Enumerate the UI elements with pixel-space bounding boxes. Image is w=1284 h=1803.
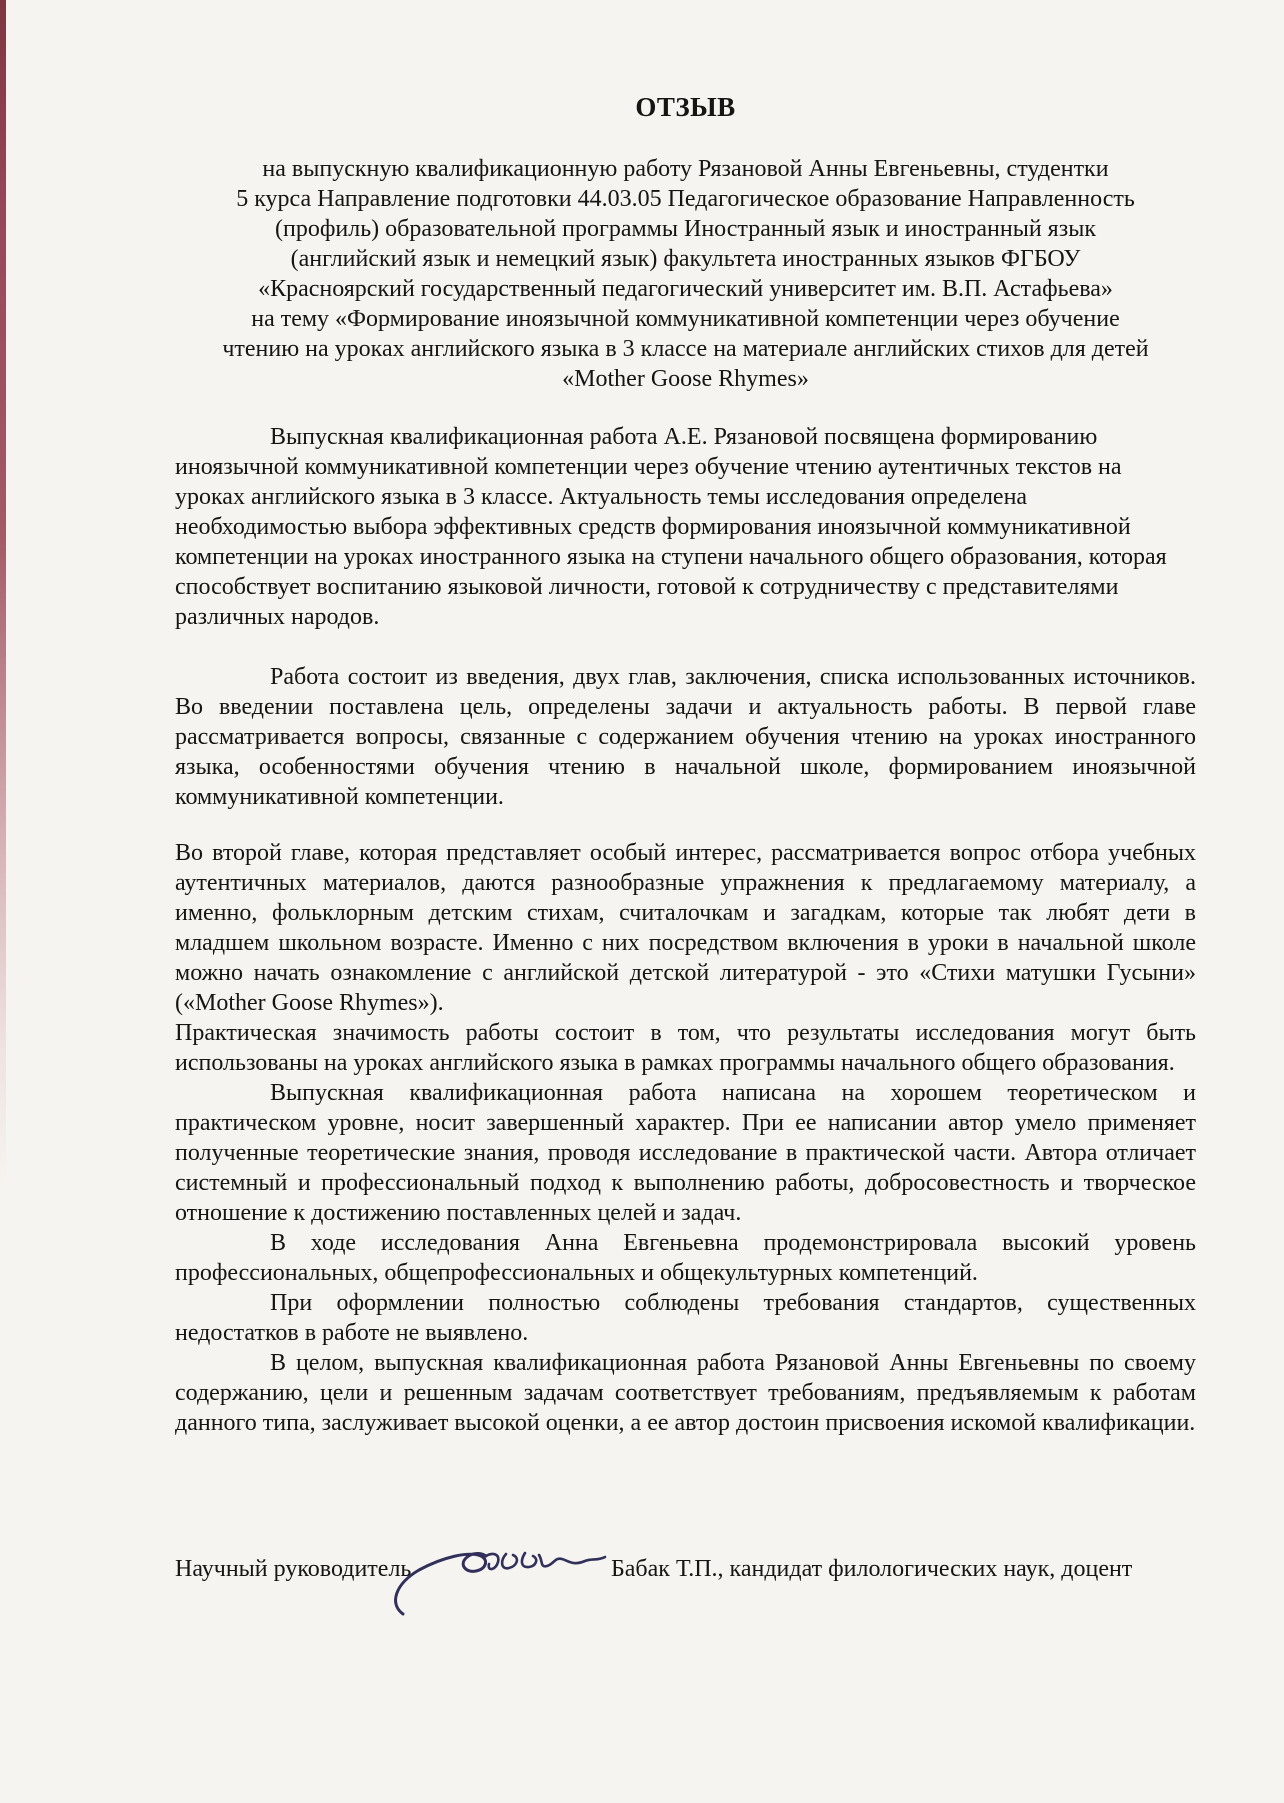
paragraph-conclusion: В целом, выпускная квалификационная работа Рязановой Анны Евгеньевны по своему содержанию, цели и решенным задачам соответствует требованиям, предъявляемым к работам данного типа, заслуживает высокой оценки, а ее автор достоин присвоения искомой квалификации. [175,1350,1196,1436]
signature-person-credentials: Бабак Т.П., кандидат филологических наук, доцент [611,1556,1133,1582]
header-line: «Mother Goose Rhymes» [562,366,809,392]
paragraph-quality: Выпускная квалификационная работа написана на хорошем теоретическом и практическом уровне, носит завершенный характер. При ее написании автор умело применяет полученные теоретические знания, проводя исследование в практической части. Автора отличает системный и профессиональный подход к выполнению работы, добросовестность и творческое отношение к достижению поставленных целей и задач. [175,1080,1196,1226]
handwritten-signature-icon [387,1550,609,1622]
paragraph-competencies: В ходе исследования Анна Евгеньевна продемонстрировала высокий уровень профессиональных, общепрофессиональных и общекультурных компетенций. [175,1230,1196,1286]
header-line: на тему «Формирование иноязычной коммуникативной компетенции через обучение [251,306,1120,332]
header-line: (профиль) образовательной программы Иностранный язык и иностранный язык [275,216,1096,242]
page-title: ОТЗЫВ [635,92,736,122]
paragraph-formatting: При оформлении полностью соблюдены требования стандартов, существенных недостатков в работе не выявлено. [175,1290,1196,1346]
header-line: (английский язык и немецкий язык) факультета иностранных языков ФГБОУ [290,246,1081,272]
paragraph-structure: Работа состоит из введения, двух глав, заключения, списка использованных источников. Во введении поставлена цель, определены задачи и актуальность работы. В первой главе рассматривается вопросы, связанные с содержанием обучения чтению на уроках иностранного языка, особенностями обучения чтению в начальной школе, формированием иноязычной коммуникативной компетенции. [175,664,1196,810]
header-line: на выпускную квалификационную работу Рязановой Анны Евгеньевны, студентки [262,156,1109,182]
scan-binding-edge [0,0,6,1190]
paragraph-chapter-two: Во второй главе, которая представляет особый интерес, рассматривается вопрос отбора учебных аутентичных материалов, даются разнообразные упражнения к предлагаемому материалу, а именно, фольклорным детским стихам, считалочкам и загадкам, которые так любят дети в младшем школьном возрасте. Именно с них посредством включения в уроки в начальной школе можно начать ознакомление с английской детской литературой - это «Стихи матушки Гусыни» («Mother Goose Rhymes»). [175,840,1196,1016]
header-line: 5 курса Направление подготовки 44.03.05 Педагогическое образование Направленность [236,186,1135,212]
paragraph-summary: Выпускная квалификационная работа А.Е. Рязановой посвящена формированию иноязычной коммуникативной компетенции через обучение чтению аутентичных текстов на уроках английского языка в 3 классе. Актуальность темы исследования определена необходимостью выбора эффективных средств формирования иноязычной коммуникативной компетенции на уроках иностранного языка на ступени начального общего образования, которая способствует воспитанию языковой личности, готовой к сотрудничеству с представителями различных народов. [175,424,1167,630]
signature-block [175,1548,1196,1668]
signature-role-label: Научный руководитель [175,1556,412,1582]
review-subject-block [175,154,1196,394]
paragraph-practical-value: Практическая значимость работы состоит в том, что результаты исследования могут быть использованы на уроках английского языка в рамках программы начального общего образования. [175,1020,1196,1076]
header-line: «Красноярский государственный педагогический университет им. В.П. Астафьева» [258,276,1113,302]
header-line: чтению на уроках английского языка в 3 классе на материале английских стихов для детей [222,336,1149,362]
document-body [175,92,1196,1438]
